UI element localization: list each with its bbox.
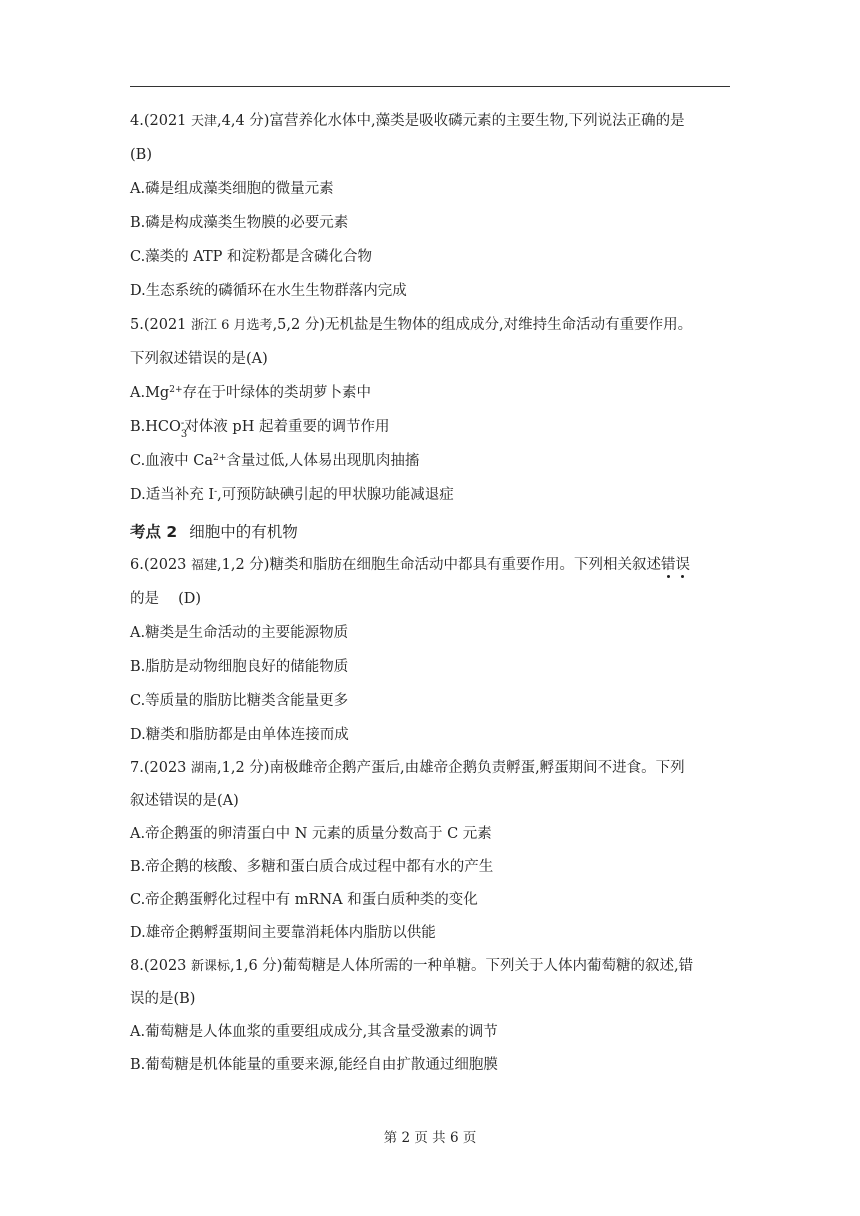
q7-number: 7.(2023 bbox=[130, 760, 192, 776]
q4-option-d: D.生态系统的磷循环在水生生物群落内完成 bbox=[130, 283, 407, 299]
q4-option-a: A.磷是组成藻类细胞的微量元素 bbox=[130, 181, 334, 197]
q5-option-b-post: 对体液 pH 起着重要的调节作用 bbox=[184, 419, 390, 435]
q8-option-b: B.葡萄糖是机体能量的重要来源,能经自由扩散通过细胞膜 bbox=[130, 1057, 498, 1073]
section-title: 细胞中的有机物 bbox=[189, 523, 298, 541]
q5-source: 浙江 6 月选考 bbox=[191, 318, 273, 333]
q5-stem bbox=[130, 308, 742, 342]
header-rule bbox=[130, 86, 730, 87]
q5-option-c bbox=[130, 444, 742, 478]
q5-option-d bbox=[130, 478, 742, 512]
q5-option-b-sup: - bbox=[180, 418, 185, 429]
q7-option-d: D.雄帝企鹅孵蛋期间主要靠消耗体内脂肪以供能 bbox=[130, 925, 436, 941]
q5-option-c-pre: C.血液中 Ca bbox=[130, 453, 214, 469]
footer-page-number: 2 bbox=[401, 1130, 411, 1146]
q5-option-c-post: 含量过低,人体易出现肌肉抽搐 bbox=[226, 453, 420, 469]
q5-option-b: B.HCO- 3 对体液 pH 起着重要的调节作用 bbox=[130, 418, 390, 440]
q6-number: 6.(2023 bbox=[130, 557, 192, 573]
q5-stem-text: ,5,2 分)无机盐是生物体的组成成分,对维持生命活动有重要作用。 bbox=[272, 317, 693, 333]
q4-stem bbox=[130, 104, 742, 138]
q4-stem-text: ,4,4 分)富营养化水体中,藻类是吸收磷元素的主要生物,下列说法正确的是 bbox=[217, 113, 685, 129]
footer-mid: 页 共 bbox=[414, 1130, 446, 1146]
q6-source: 福建 bbox=[191, 558, 218, 573]
q6-stem-cont: 的是 (D) bbox=[130, 591, 202, 607]
footer-total-pages: 6 bbox=[449, 1130, 459, 1146]
q5-number: 5.(2021 bbox=[130, 317, 192, 333]
q4-number: 4.(2021 bbox=[130, 113, 192, 129]
q5-option-c-sup: 2+ bbox=[213, 453, 227, 463]
q8-source: 新课标 bbox=[191, 959, 231, 974]
q5-option-a-pre: A.Mg bbox=[130, 385, 170, 401]
page-content bbox=[130, 104, 742, 1082]
q8-number: 8.(2023 bbox=[130, 958, 192, 974]
q6-stem-text: ,1,2 分)糖类和脂肪在细胞生命活动中都具有重要作用。下列相关叙述 bbox=[217, 557, 661, 573]
q7-option-a: A.帝企鹅蛋的卵清蛋白中 N 元素的质量分数高于 C 元素 bbox=[130, 826, 492, 842]
q5-option-b-pre: B.HCO bbox=[130, 419, 181, 435]
q5-option-a bbox=[130, 376, 742, 410]
q6-option-c: C.等质量的脂肪比糖类含能量更多 bbox=[130, 693, 349, 709]
q6-emphasis-1: 错 bbox=[661, 548, 676, 582]
q4-option-c: C.藻类的 ATP 和淀粉都是含磷化合物 bbox=[130, 249, 373, 265]
q8-option-a: A.葡萄糖是人体血浆的重要组成成分,其含量受激素的调节 bbox=[130, 1024, 498, 1040]
q8-stem bbox=[130, 950, 742, 983]
q5-option-a-sup: 2+ bbox=[169, 385, 183, 395]
q8-stem-text: ,1,6 分)葡萄糖是人体所需的一种单糖。下列关于人体内葡萄糖的叙述,错 bbox=[230, 958, 694, 974]
q7-stem-text: ,1,2 分)南极雌帝企鹅产蛋后,由雄帝企鹅负责孵蛋,孵蛋期间不进食。下列 bbox=[217, 760, 685, 776]
q4-source: 天津 bbox=[191, 114, 218, 129]
q5-option-d-sup: - bbox=[214, 487, 218, 497]
section-heading bbox=[130, 512, 742, 548]
section-number: 考点 2 bbox=[130, 523, 178, 541]
q7-stem bbox=[130, 752, 742, 785]
q7-option-c: C.帝企鹅蛋孵化过程中有 mRNA 和蛋白质种类的变化 bbox=[130, 892, 478, 908]
q4-option-b: B.磷是构成藻类生物膜的必要元素 bbox=[130, 215, 349, 231]
q5-option-d-post: ,可预防缺碘引起的甲状腺功能减退症 bbox=[217, 487, 454, 503]
q5-option-d-pre: D.适当补充 I bbox=[130, 487, 215, 503]
page-footer bbox=[0, 1126, 860, 1146]
q7-source: 湖南 bbox=[191, 761, 218, 776]
footer-suffix: 页 bbox=[462, 1130, 477, 1146]
q5-option-a-post: 存在于叶绿体的类胡萝卜素中 bbox=[182, 385, 371, 401]
q5-stem-cont: 下列叙述错误的是(A) bbox=[130, 351, 268, 367]
q6-emphasis-2: 误 bbox=[675, 548, 690, 582]
q7-option-b: B.帝企鹅的核酸、多糖和蛋白质合成过程中都有水的产生 bbox=[130, 859, 494, 875]
q6-stem bbox=[130, 548, 742, 582]
q6-option-a: A.糖类是生命活动的主要能源物质 bbox=[130, 625, 349, 641]
footer-prefix: 第 bbox=[383, 1130, 398, 1146]
q7-stem-cont: 叙述错误的是(A) bbox=[130, 793, 239, 809]
q8-stem-cont: 误的是(B) bbox=[130, 991, 196, 1007]
q4-answer: (B) bbox=[130, 147, 152, 163]
q6-option-b: B.脂肪是动物细胞良好的储能物质 bbox=[130, 659, 349, 675]
q6-option-d: D.糖类和脂肪都是由单体连接而成 bbox=[130, 727, 349, 743]
